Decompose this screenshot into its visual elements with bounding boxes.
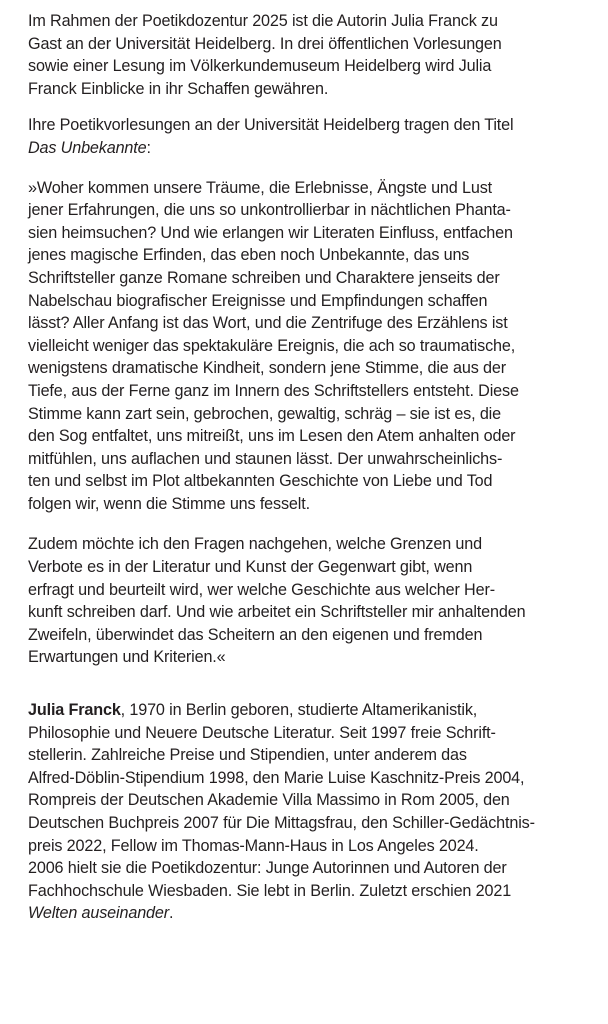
text-line: Stimme kann zart sein, gebrochen, gewaltig, schräg – sie ist es, die xyxy=(28,404,501,423)
text-line: erfragt und beurteilt wird, wer welche Geschichte aus welcher Her- xyxy=(28,580,495,599)
text-line: Tiefe, aus der Ferne ganz im Innern des Schriftstellers entsteht. Diese xyxy=(28,381,519,400)
text-line: Deutschen Buchpreis 2007 für Die Mittagsfrau, den Schiller-Gedächtnis- xyxy=(28,814,535,832)
text-line: Rompreis der Deutschen Akademie Villa Massimo in Rom 2005, den xyxy=(28,791,510,810)
intro-paragraph xyxy=(28,10,590,100)
text-line: Schriftsteller ganze Romane schreiben und Charaktere jenseits der xyxy=(28,268,500,287)
text-line: Zweifeln, überwindet das Scheitern an den eigenen und fremden xyxy=(28,625,483,644)
text-line xyxy=(28,137,590,160)
author-bio-paragraph xyxy=(28,699,590,925)
text-line: lässt? Aller Anfang ist das Wort, und die Zentrifuge des Erzählens ist xyxy=(28,314,508,333)
text-line: »Woher kommen unsere Träume, die Erlebnisse, Ängste und Lust xyxy=(28,178,492,197)
text-line: Erwartungen und Kriterien.« xyxy=(28,648,226,667)
text-line: folgen wir, wenn die Stimme uns fesselt. xyxy=(28,494,310,513)
author-name: Julia Franck xyxy=(28,701,121,720)
colon: : xyxy=(146,138,151,157)
text-line: mitfühlen, uns auflachen und staunen lässt. Der unwahrscheinlichs- xyxy=(28,449,503,468)
text-line: ten und selbst im Plot altbekannten Geschichte von Liebe und Tod xyxy=(28,472,493,491)
text-line: Philosophie und Neuere Deutsche Literatur. Seit 1997 freie Schrift- xyxy=(28,723,496,742)
text-line: Alfred-Döblin-Stipendium 1998, den Marie Luise Kaschnitz-Preis 2004, xyxy=(28,768,525,787)
text-line: jener Erfahrungen, die uns so unkontrollierbar in nächtlichen Phanta- xyxy=(28,201,511,220)
book-title: Welten auseinander xyxy=(28,904,169,923)
text-line: Zudem möchte ich den Fragen nachgehen, welche Grenzen und xyxy=(28,535,482,554)
text-line: preis 2022, Fellow im Thomas-Mann-Haus in Los Angeles 2024. xyxy=(28,836,479,855)
text-line: sien heimsuchen? Und wie erlangen wir Literaten Einfluss, entfachen xyxy=(28,223,513,242)
text-line: jenes magische Erfinden, das eben noch Unbekannte, das uns xyxy=(28,246,470,265)
text-line: stellerin. Zahlreiche Preise und Stipendien, unter anderem das xyxy=(28,746,467,765)
text-line: kunft schreiben darf. Und wie arbeitet ein Schriftsteller mir anhaltenden xyxy=(28,603,526,622)
text-line: den Sog entfaltet, uns mitreißt, uns im Lesen den Atem anhalten oder xyxy=(28,427,516,446)
bio-first-line-rest: , 1970 in Berlin geboren, studierte Altamerikanistik, xyxy=(120,701,478,720)
lecture-title-paragraph xyxy=(28,114,590,159)
text-line: vielleicht weniger das spektakuläre Ereignis, die ach so traumatische, xyxy=(28,336,516,355)
text-line: wenigstens dramatische Kindheit, sondern jene Stimme, die aus der xyxy=(28,359,506,378)
quote-paragraph-2 xyxy=(28,533,590,669)
text-line: Franck Einblicke in ihr Schaffen gewähren. xyxy=(28,79,329,98)
text-line: Ihre Poetikvorlesungen an der Universität Heidelberg tragen den Titel xyxy=(28,116,514,135)
period: . xyxy=(169,904,174,923)
text-line: Gast an der Universität Heidelberg. In drei öffentlichen Vorlesungen xyxy=(28,34,502,53)
lecture-title: Das Unbekannte xyxy=(28,138,147,157)
text-line xyxy=(28,902,590,925)
text-line xyxy=(28,699,590,722)
text-line: 2006 hielt sie die Poetikdozentur: Junge Autorinnen und Autoren der xyxy=(28,859,507,878)
text-line: Verbote es in der Literatur und Kunst der Gegenwart gibt, wenn xyxy=(28,558,473,577)
text-line: Im Rahmen der Poetikdozentur 2025 ist die Autorin Julia Franck zu xyxy=(28,12,498,30)
text-line: Nabelschau biografischer Ereignisse und Empfindungen schaffen xyxy=(28,291,488,310)
quote-paragraph-1 xyxy=(28,177,590,516)
text-line: sowie einer Lesung im Völkerkundemuseum Heidelberg wird Julia xyxy=(28,57,492,76)
text-line: Fachhochschule Wiesbaden. Sie lebt in Berlin. Zuletzt erschien 2021 xyxy=(28,881,512,900)
